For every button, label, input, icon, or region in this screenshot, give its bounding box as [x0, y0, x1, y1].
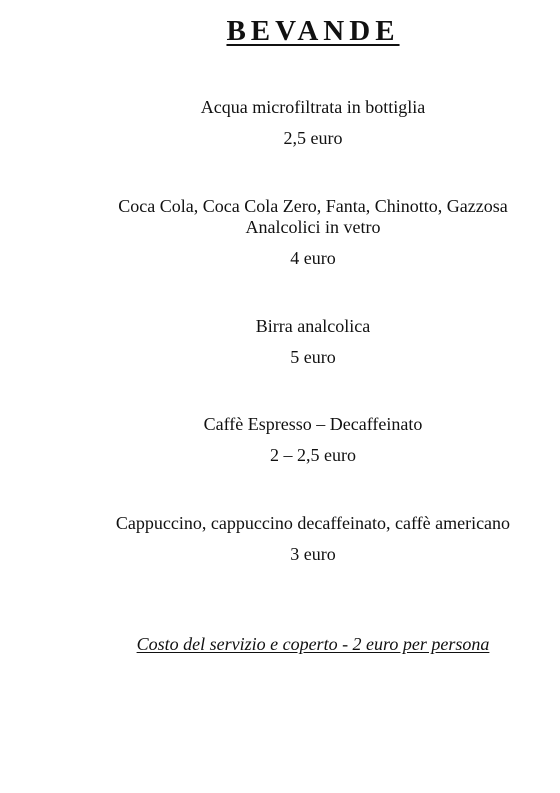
item-price: 2 – 2,5 euro	[270, 445, 356, 465]
item-name-secondary: Analcolici in vetro	[245, 217, 381, 237]
item-name: Caffè Espresso – Decaffeinato	[203, 414, 423, 434]
item-price: 5 euro	[290, 347, 336, 367]
item-price: 3 euro	[290, 544, 336, 564]
item-name: Cappuccino, cappuccino decaffeinato, caffè americano	[115, 513, 511, 533]
item-name: Acqua microfiltrata in bottiglia	[200, 97, 426, 117]
item-name: Birra analcolica	[255, 316, 371, 336]
page-title: BEVANDE	[226, 15, 400, 47]
item-price: 2,5 euro	[283, 128, 343, 148]
service-charge-note: Costo del servizio e coperto - 2 euro per persona	[136, 634, 490, 654]
item-name: Coca Cola, Coca Cola Zero, Fanta, Chinotto, Gazzosa	[118, 196, 508, 216]
menu-item-caffe	[0, 414, 560, 466]
menu-item-acqua	[0, 97, 560, 149]
menu-item-cappuccino	[0, 513, 560, 565]
menu-item-birra	[0, 316, 560, 368]
item-price: 4 euro	[290, 248, 336, 268]
menu-item-bibite	[0, 196, 560, 269]
